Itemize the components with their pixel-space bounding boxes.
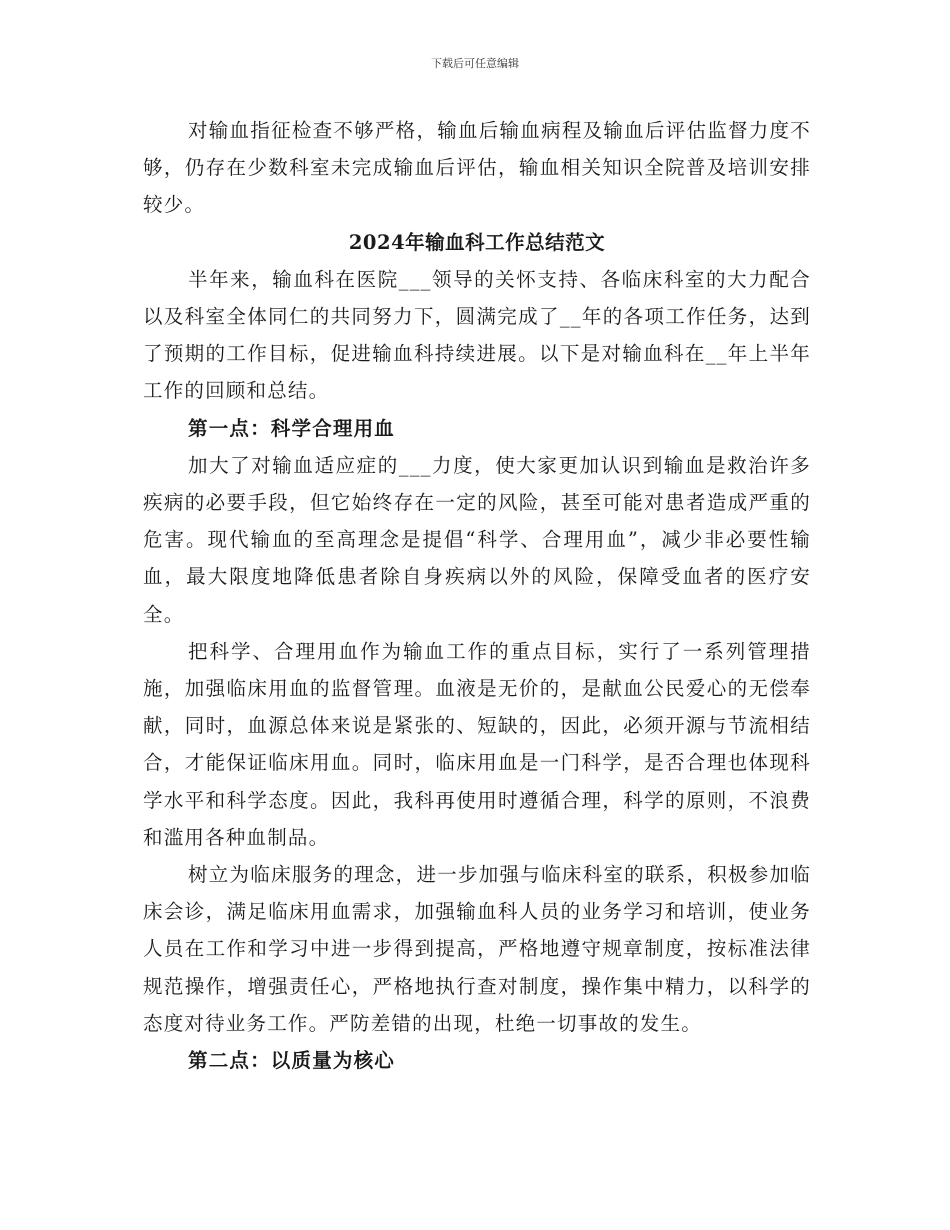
document-body <box>143 112 811 1079</box>
section-heading-2: 第二点：以质量为核心 <box>188 1049 396 1073</box>
intro-paragraph: 对输血指征检查不够严格，输血后输血病程及输血后评估监督力度不够，仍存在少数科室未完成输血后评估，输血相关知识全院普及培训安排较少。 <box>143 119 811 217</box>
page-header: 下载后可任意编辑 <box>431 57 519 70</box>
section1-paragraph-3: 树立为临床服务的理念，进一步加强与临床科室的联系，积极参加临床会诊，满足临床用血需求，加强输血科人员的业务学习和培训，使业务人员在工作和学习中进一步得到提高，严格地遵守规章制度，按标准法律规范操作，增强责任心，严格地执行查对制度，操作集中精力，以科学的态度对待业务工作。严防差错的出现，杜绝一切事故的发生。 <box>143 863 811 1035</box>
document-title: 2024年输血科工作总结范文 <box>348 230 606 254</box>
section1-paragraph-1: 加大了对输血适应症的___力度，使大家更加认识到输血是救治许多疾病的必要手段，但它始终存在一定的风险，甚至可能对患者造成严重的危害。现代输血的至高理念是提倡“科学、合理用血”，减少非必要性输血，最大限度地降低患者除自身疾病以外的风险，保障受血者的医疗安全。 <box>143 453 811 626</box>
section-heading-1: 第一点：科学合理用血 <box>188 416 396 440</box>
section1-paragraph-2: 把科学、合理用血作为输血工作的重点目标，实行了一系列管理措施，加强临床用血的监督管理。血液是无价的，是献血公民爱心的无偿奉献，同时，血源总体来说是紧张的、短缺的，因此，必须开源与节流相结合，才能保证临床用血。同时，临床用血是一门科学，是否合理也体现科学水平和科学态度。因此，我科再使用时遵循合理，科学的原则，不浪费和滥用各种血制品。 <box>143 639 811 849</box>
opening-paragraph: 半年来，输血科在医院___领导的关怀支持、各临床科室的大力配合以及科室全体同仁的共同努力下，圆满完成了__年的各项工作任务，达到了预期的工作目标，促进输血科持续进展。以下是对输血科在__年上半年工作的回顾和总结。 <box>143 267 811 403</box>
